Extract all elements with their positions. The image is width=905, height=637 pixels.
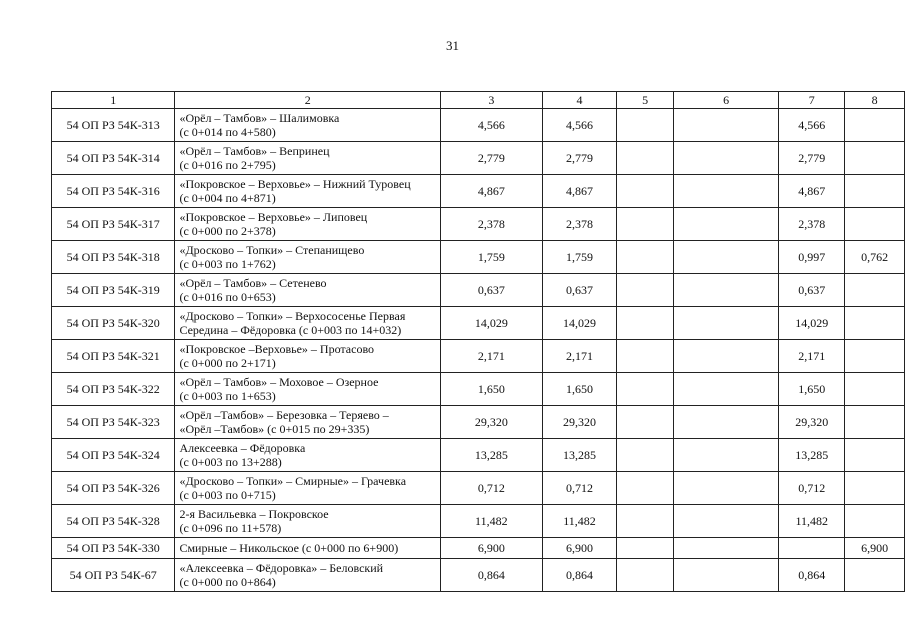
road-id-cell: 54 ОП РЗ 54К-317	[52, 208, 175, 241]
table-row	[52, 241, 905, 274]
road-name-line-2: (с 0+016 по 2+795)	[179, 158, 276, 172]
road-name-cell	[175, 175, 441, 208]
value-cell-8	[845, 406, 905, 439]
road-id-cell: 54 ОП РЗ 54К-324	[52, 439, 175, 472]
header-cell-2: 2	[175, 92, 441, 109]
value-cell-7: 4,867	[779, 175, 845, 208]
road-id-cell: 54 ОП РЗ 54К-316	[52, 175, 175, 208]
road-name-line-1: «Орёл – Тамбов» – Вепринец	[179, 144, 330, 158]
value-cell-3: 2,779	[441, 142, 543, 175]
value-cell-3: 11,482	[441, 505, 543, 538]
road-name-line-2: Середина – Фёдоровка (с 0+003 по 14+032)	[179, 323, 402, 337]
road-id-cell: 54 ОП РЗ 54К-318	[52, 241, 175, 274]
value-cell-6	[674, 175, 779, 208]
value-cell-6	[674, 505, 779, 538]
value-cell-4: 1,650	[542, 373, 617, 406]
value-cell-7: 29,320	[779, 406, 845, 439]
value-cell-3: 1,650	[441, 373, 543, 406]
value-cell-3: 13,285	[441, 439, 543, 472]
road-id-cell: 54 ОП РЗ 54К-319	[52, 274, 175, 307]
road-name-cell	[175, 538, 441, 559]
road-name-cell	[175, 472, 441, 505]
value-cell-4: 0,637	[542, 274, 617, 307]
value-cell-3: 14,029	[441, 307, 543, 340]
value-cell-7: 2,171	[779, 340, 845, 373]
road-name-line-1: «Покровское –Верховье» – Протасово	[179, 342, 375, 356]
value-cell-5	[617, 373, 674, 406]
table-row	[52, 373, 905, 406]
value-cell-4: 13,285	[542, 439, 617, 472]
value-cell-6	[674, 538, 779, 559]
road-id-cell: 54 ОП РЗ 54К-313	[52, 109, 175, 142]
value-cell-3: 4,867	[441, 175, 543, 208]
value-cell-3: 0,637	[441, 274, 543, 307]
table-row	[52, 439, 905, 472]
road-name-line-2: (с 0+003 по 0+715)	[179, 488, 276, 502]
value-cell-4: 2,378	[542, 208, 617, 241]
road-name-cell	[175, 439, 441, 472]
road-name-cell	[175, 274, 441, 307]
road-id-cell: 54 ОП РЗ 54К-322	[52, 373, 175, 406]
value-cell-4: 4,867	[542, 175, 617, 208]
value-cell-8	[845, 472, 905, 505]
table-row	[52, 538, 905, 559]
value-cell-8	[845, 505, 905, 538]
road-name-line-2: (с 0+000 по 2+171)	[179, 356, 276, 370]
value-cell-7: 4,566	[779, 109, 845, 142]
header-cell-1: 1	[52, 92, 175, 109]
road-name-cell	[175, 340, 441, 373]
value-cell-3: 4,566	[441, 109, 543, 142]
value-cell-6	[674, 559, 779, 592]
value-cell-8	[845, 373, 905, 406]
value-cell-7: 13,285	[779, 439, 845, 472]
value-cell-6	[674, 472, 779, 505]
value-cell-6	[674, 274, 779, 307]
roads-table	[51, 91, 905, 592]
road-name-line-2: (с 0+003 по 1+762)	[179, 257, 276, 271]
value-cell-8	[845, 274, 905, 307]
table-row	[52, 142, 905, 175]
road-name-line-1: «Алексеевка – Фёдоровка» – Беловский	[179, 561, 384, 575]
road-name-cell	[175, 109, 441, 142]
value-cell-8	[845, 340, 905, 373]
road-name-line-2: «Орёл –Тамбов» (с 0+015 по 29+335)	[179, 422, 370, 436]
road-name-line-1: «Дросково – Топки» – Степанищево	[179, 243, 365, 257]
table-row	[52, 505, 905, 538]
value-cell-3: 0,864	[441, 559, 543, 592]
value-cell-6	[674, 241, 779, 274]
road-name-cell	[175, 241, 441, 274]
value-cell-6	[674, 208, 779, 241]
value-cell-4: 29,320	[542, 406, 617, 439]
table-row	[52, 307, 905, 340]
header-cell-5: 5	[617, 92, 674, 109]
value-cell-7: 2,779	[779, 142, 845, 175]
header-cell-3: 3	[441, 92, 543, 109]
value-cell-4: 1,759	[542, 241, 617, 274]
value-cell-3: 0,712	[441, 472, 543, 505]
value-cell-6	[674, 439, 779, 472]
table-row	[52, 340, 905, 373]
header-row	[52, 92, 905, 109]
road-name-line-1: «Покровское – Верховье» – Нижний Туровец	[179, 177, 411, 191]
road-name-cell	[175, 559, 441, 592]
table-row	[52, 559, 905, 592]
road-id-cell: 54 ОП РЗ 54К-323	[52, 406, 175, 439]
value-cell-6	[674, 142, 779, 175]
value-cell-8	[845, 307, 905, 340]
value-cell-8	[845, 559, 905, 592]
value-cell-4: 0,712	[542, 472, 617, 505]
value-cell-3: 29,320	[441, 406, 543, 439]
page-number: 31	[446, 38, 459, 53]
value-cell-7: 14,029	[779, 307, 845, 340]
road-name-cell	[175, 406, 441, 439]
value-cell-3: 2,378	[441, 208, 543, 241]
header-cell-8: 8	[845, 92, 905, 109]
road-name-cell	[175, 307, 441, 340]
value-cell-7: 11,482	[779, 505, 845, 538]
road-name-line-2: (с 0+000 по 0+864)	[179, 575, 276, 589]
value-cell-5	[617, 142, 674, 175]
road-name-line-1: «Покровское – Верховье» – Липовец	[179, 210, 368, 224]
value-cell-8	[845, 175, 905, 208]
value-cell-3: 1,759	[441, 241, 543, 274]
value-cell-7	[779, 538, 845, 559]
table-row	[52, 406, 905, 439]
table-row	[52, 175, 905, 208]
value-cell-5	[617, 274, 674, 307]
value-cell-5	[617, 406, 674, 439]
value-cell-5	[617, 472, 674, 505]
road-name-line-2: (с 0+003 по 1+653)	[179, 389, 276, 403]
road-id-cell: 54 ОП РЗ 54К-67	[52, 559, 175, 592]
value-cell-8	[845, 109, 905, 142]
road-name-line-1: Смирные – Никольское (с 0+000 по 6+900)	[179, 541, 399, 555]
road-name-line-1: «Дросково – Топки» – Верхососенье Первая	[179, 309, 406, 323]
value-cell-7: 0,997	[779, 241, 845, 274]
value-cell-4: 2,171	[542, 340, 617, 373]
road-id-cell: 54 ОП РЗ 54К-328	[52, 505, 175, 538]
value-cell-5	[617, 439, 674, 472]
value-cell-6	[674, 109, 779, 142]
road-name-line-1: «Орёл – Тамбов» – Моховое – Озерное	[179, 375, 379, 389]
header-cell-6: 6	[674, 92, 779, 109]
value-cell-8	[845, 208, 905, 241]
value-cell-4: 6,900	[542, 538, 617, 559]
value-cell-8: 0,762	[845, 241, 905, 274]
value-cell-5	[617, 208, 674, 241]
value-cell-7: 0,712	[779, 472, 845, 505]
value-cell-6	[674, 406, 779, 439]
value-cell-3: 6,900	[441, 538, 543, 559]
value-cell-7: 1,650	[779, 373, 845, 406]
road-name-line-2: (с 0+003 по 13+288)	[179, 455, 282, 469]
value-cell-5	[617, 538, 674, 559]
road-name-line-2: (с 0+096 по 11+578)	[179, 521, 282, 535]
value-cell-5	[617, 241, 674, 274]
value-cell-8	[845, 142, 905, 175]
value-cell-4: 2,779	[542, 142, 617, 175]
value-cell-6	[674, 307, 779, 340]
road-name-line-1: 2-я Васильевка – Покровское	[179, 507, 329, 521]
header-cell-4: 4	[542, 92, 617, 109]
value-cell-8: 6,900	[845, 538, 905, 559]
value-cell-3: 2,171	[441, 340, 543, 373]
road-name-line-1: «Дросково – Топки» – Смирные» – Грачевка	[179, 474, 407, 488]
value-cell-5	[617, 307, 674, 340]
value-cell-5	[617, 109, 674, 142]
road-name-cell	[175, 505, 441, 538]
road-name-line-2: (с 0+004 по 4+871)	[179, 191, 276, 205]
road-id-cell: 54 ОП РЗ 54К-320	[52, 307, 175, 340]
road-name-cell	[175, 208, 441, 241]
value-cell-4: 4,566	[542, 109, 617, 142]
road-name-line-1: «Орёл – Тамбов» – Сетенево	[179, 276, 327, 290]
road-name-line-2: (с 0+000 по 2+378)	[179, 224, 276, 238]
value-cell-7: 0,864	[779, 559, 845, 592]
road-name-cell	[175, 142, 441, 175]
road-name-cell	[175, 373, 441, 406]
road-id-cell: 54 ОП РЗ 54К-321	[52, 340, 175, 373]
value-cell-7: 2,378	[779, 208, 845, 241]
value-cell-8	[845, 439, 905, 472]
table-row	[52, 274, 905, 307]
road-name-line-1: Алексеевка – Фёдоровка	[179, 441, 306, 455]
road-name-line-2: (с 0+016 по 0+653)	[179, 290, 276, 304]
value-cell-5	[617, 559, 674, 592]
value-cell-4: 14,029	[542, 307, 617, 340]
table-row	[52, 109, 905, 142]
road-name-line-1: «Орёл –Тамбов» – Березовка – Теряево –	[179, 408, 389, 422]
value-cell-5	[617, 340, 674, 373]
road-id-cell: 54 ОП РЗ 54К-330	[52, 538, 175, 559]
table-row	[52, 472, 905, 505]
value-cell-5	[617, 175, 674, 208]
value-cell-7: 0,637	[779, 274, 845, 307]
value-cell-5	[617, 505, 674, 538]
road-id-cell: 54 ОП РЗ 54К-326	[52, 472, 175, 505]
table-body	[52, 92, 905, 592]
road-id-cell: 54 ОП РЗ 54К-314	[52, 142, 175, 175]
road-name-line-1: «Орёл – Тамбов» – Шалимовка	[179, 111, 340, 125]
value-cell-6	[674, 340, 779, 373]
table-row	[52, 208, 905, 241]
value-cell-4: 11,482	[542, 505, 617, 538]
road-name-line-2: (с 0+014 по 4+580)	[179, 125, 276, 139]
value-cell-4: 0,864	[542, 559, 617, 592]
header-cell-7: 7	[779, 92, 845, 109]
value-cell-6	[674, 373, 779, 406]
